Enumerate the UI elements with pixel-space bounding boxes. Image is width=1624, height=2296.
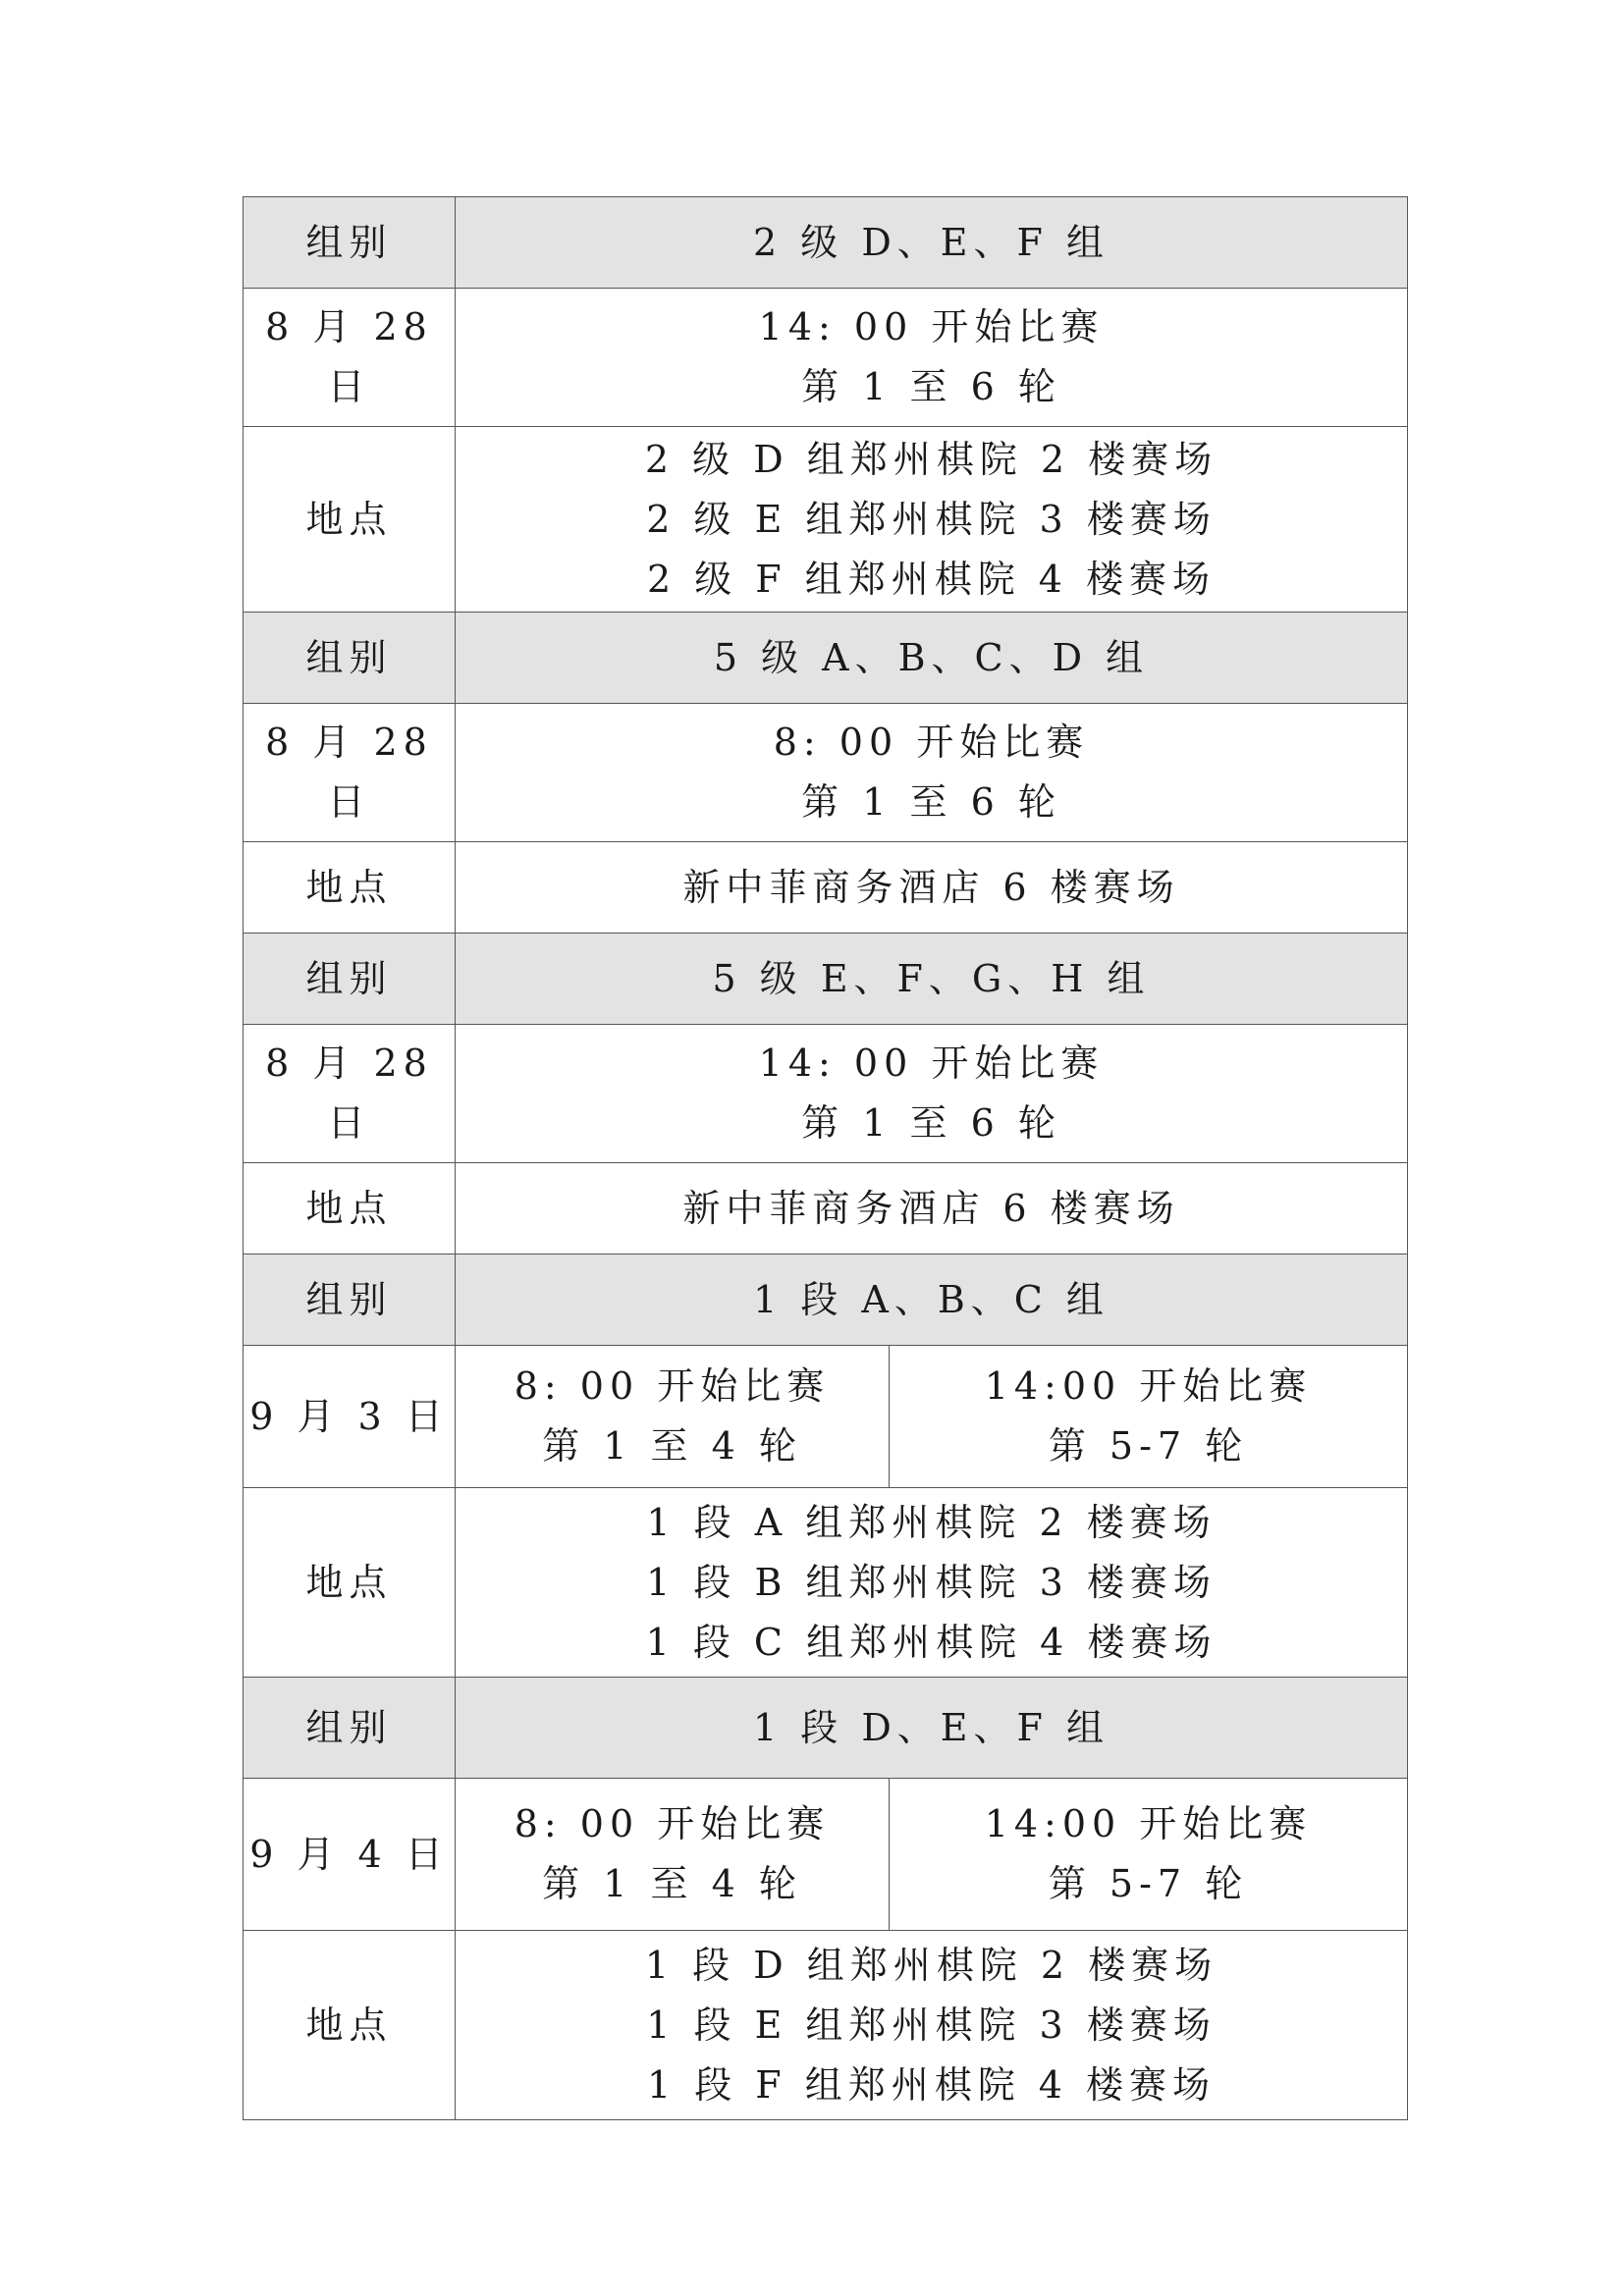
venue-line: 2 级 F 组郑州棋院 4 楼赛场 — [646, 557, 1217, 601]
date-row — [244, 289, 1408, 427]
group-row — [244, 197, 1408, 289]
group-label: 组别 — [244, 197, 456, 289]
group-row — [244, 613, 1408, 704]
venue-line: 2 级 D 组郑州棋院 2 楼赛场 — [644, 437, 1218, 481]
rounds: 第 1 至 4 轮 — [542, 1424, 802, 1468]
venue-line: 1 段 E 组郑州棋院 3 楼赛场 — [646, 2002, 1217, 2047]
start-time: 14: 00 开始比赛 — [758, 1041, 1105, 1085]
group-value: 2 级 D、E、F 组 — [456, 197, 1408, 289]
venue-line: 新中菲商务酒店 6 楼赛场 — [682, 865, 1180, 909]
rounds: 第 1 至 4 轮 — [542, 1862, 802, 1905]
afternoon-time-cell — [890, 1346, 1408, 1488]
venue-label: 地点 — [244, 842, 456, 934]
venue-row — [244, 427, 1408, 613]
venue-label: 地点 — [244, 1931, 456, 2120]
date-cell: 8 月 28 日 — [244, 289, 456, 427]
group-value: 1 段 D、E、F 组 — [456, 1678, 1408, 1779]
group-label: 组别 — [244, 1678, 456, 1779]
rounds: 第 5-7 轮 — [1048, 1862, 1249, 1905]
venue-row — [244, 1931, 1408, 2120]
date-cell: 9 月 4 日 — [244, 1779, 456, 1931]
date-cell: 8 月 28 日 — [244, 704, 456, 842]
venue-row — [244, 842, 1408, 934]
start-time: 8: 00 开始比赛 — [514, 1364, 831, 1408]
afternoon-time-cell — [890, 1779, 1408, 1931]
venue-line: 1 段 A 组郑州棋院 2 楼赛场 — [646, 1500, 1217, 1544]
schedule-table — [243, 196, 1408, 2120]
date-row — [244, 1779, 1408, 1931]
venue-row — [244, 1488, 1408, 1678]
group-row — [244, 1678, 1408, 1779]
venue-cell — [456, 842, 1408, 934]
venue-line: 2 级 E 组郑州棋院 3 楼赛场 — [646, 497, 1217, 541]
morning-time-cell — [456, 1779, 890, 1931]
venue-row — [244, 1163, 1408, 1255]
venue-cell — [456, 1931, 1408, 2120]
date-row — [244, 1346, 1408, 1488]
date-cell: 9 月 3 日 — [244, 1346, 456, 1488]
group-value: 5 级 A、B、C、D 组 — [456, 613, 1408, 704]
date-cell: 8 月 28 日 — [244, 1025, 456, 1163]
start-time: 14:00 开始比赛 — [984, 1802, 1313, 1845]
group-row — [244, 934, 1408, 1025]
start-time: 14:00 开始比赛 — [984, 1364, 1313, 1408]
venue-cell — [456, 427, 1408, 613]
group-row — [244, 1255, 1408, 1346]
start-time: 8: 00 开始比赛 — [514, 1802, 831, 1845]
time-cell — [456, 289, 1408, 427]
group-label: 组别 — [244, 934, 456, 1025]
group-label: 组别 — [244, 1255, 456, 1346]
venue-label: 地点 — [244, 1488, 456, 1678]
venue-line: 新中菲商务酒店 6 楼赛场 — [682, 1186, 1180, 1230]
start-time: 8: 00 开始比赛 — [773, 721, 1090, 764]
rounds: 第 1 至 6 轮 — [801, 780, 1061, 824]
venue-label: 地点 — [244, 427, 456, 613]
venue-cell — [456, 1163, 1408, 1255]
venue-line: 1 段 C 组郑州棋院 4 楼赛场 — [645, 1620, 1218, 1664]
rounds: 第 1 至 6 轮 — [801, 365, 1061, 408]
time-cell — [456, 1025, 1408, 1163]
date-row — [244, 704, 1408, 842]
rounds: 第 1 至 6 轮 — [801, 1101, 1061, 1145]
start-time: 14: 00 开始比赛 — [758, 305, 1105, 348]
group-value: 1 段 A、B、C 组 — [456, 1255, 1408, 1346]
group-label: 组别 — [244, 613, 456, 704]
venue-line: 1 段 B 组郑州棋院 3 楼赛场 — [646, 1560, 1217, 1604]
venue-label: 地点 — [244, 1163, 456, 1255]
time-cell — [456, 704, 1408, 842]
venue-cell — [456, 1488, 1408, 1678]
date-row — [244, 1025, 1408, 1163]
group-value: 5 级 E、F、G、H 组 — [456, 934, 1408, 1025]
morning-time-cell — [456, 1346, 890, 1488]
venue-line: 1 段 D 组郑州棋院 2 楼赛场 — [644, 1943, 1218, 1987]
rounds: 第 5-7 轮 — [1048, 1424, 1249, 1468]
venue-line: 1 段 F 组郑州棋院 4 楼赛场 — [646, 2062, 1217, 2107]
